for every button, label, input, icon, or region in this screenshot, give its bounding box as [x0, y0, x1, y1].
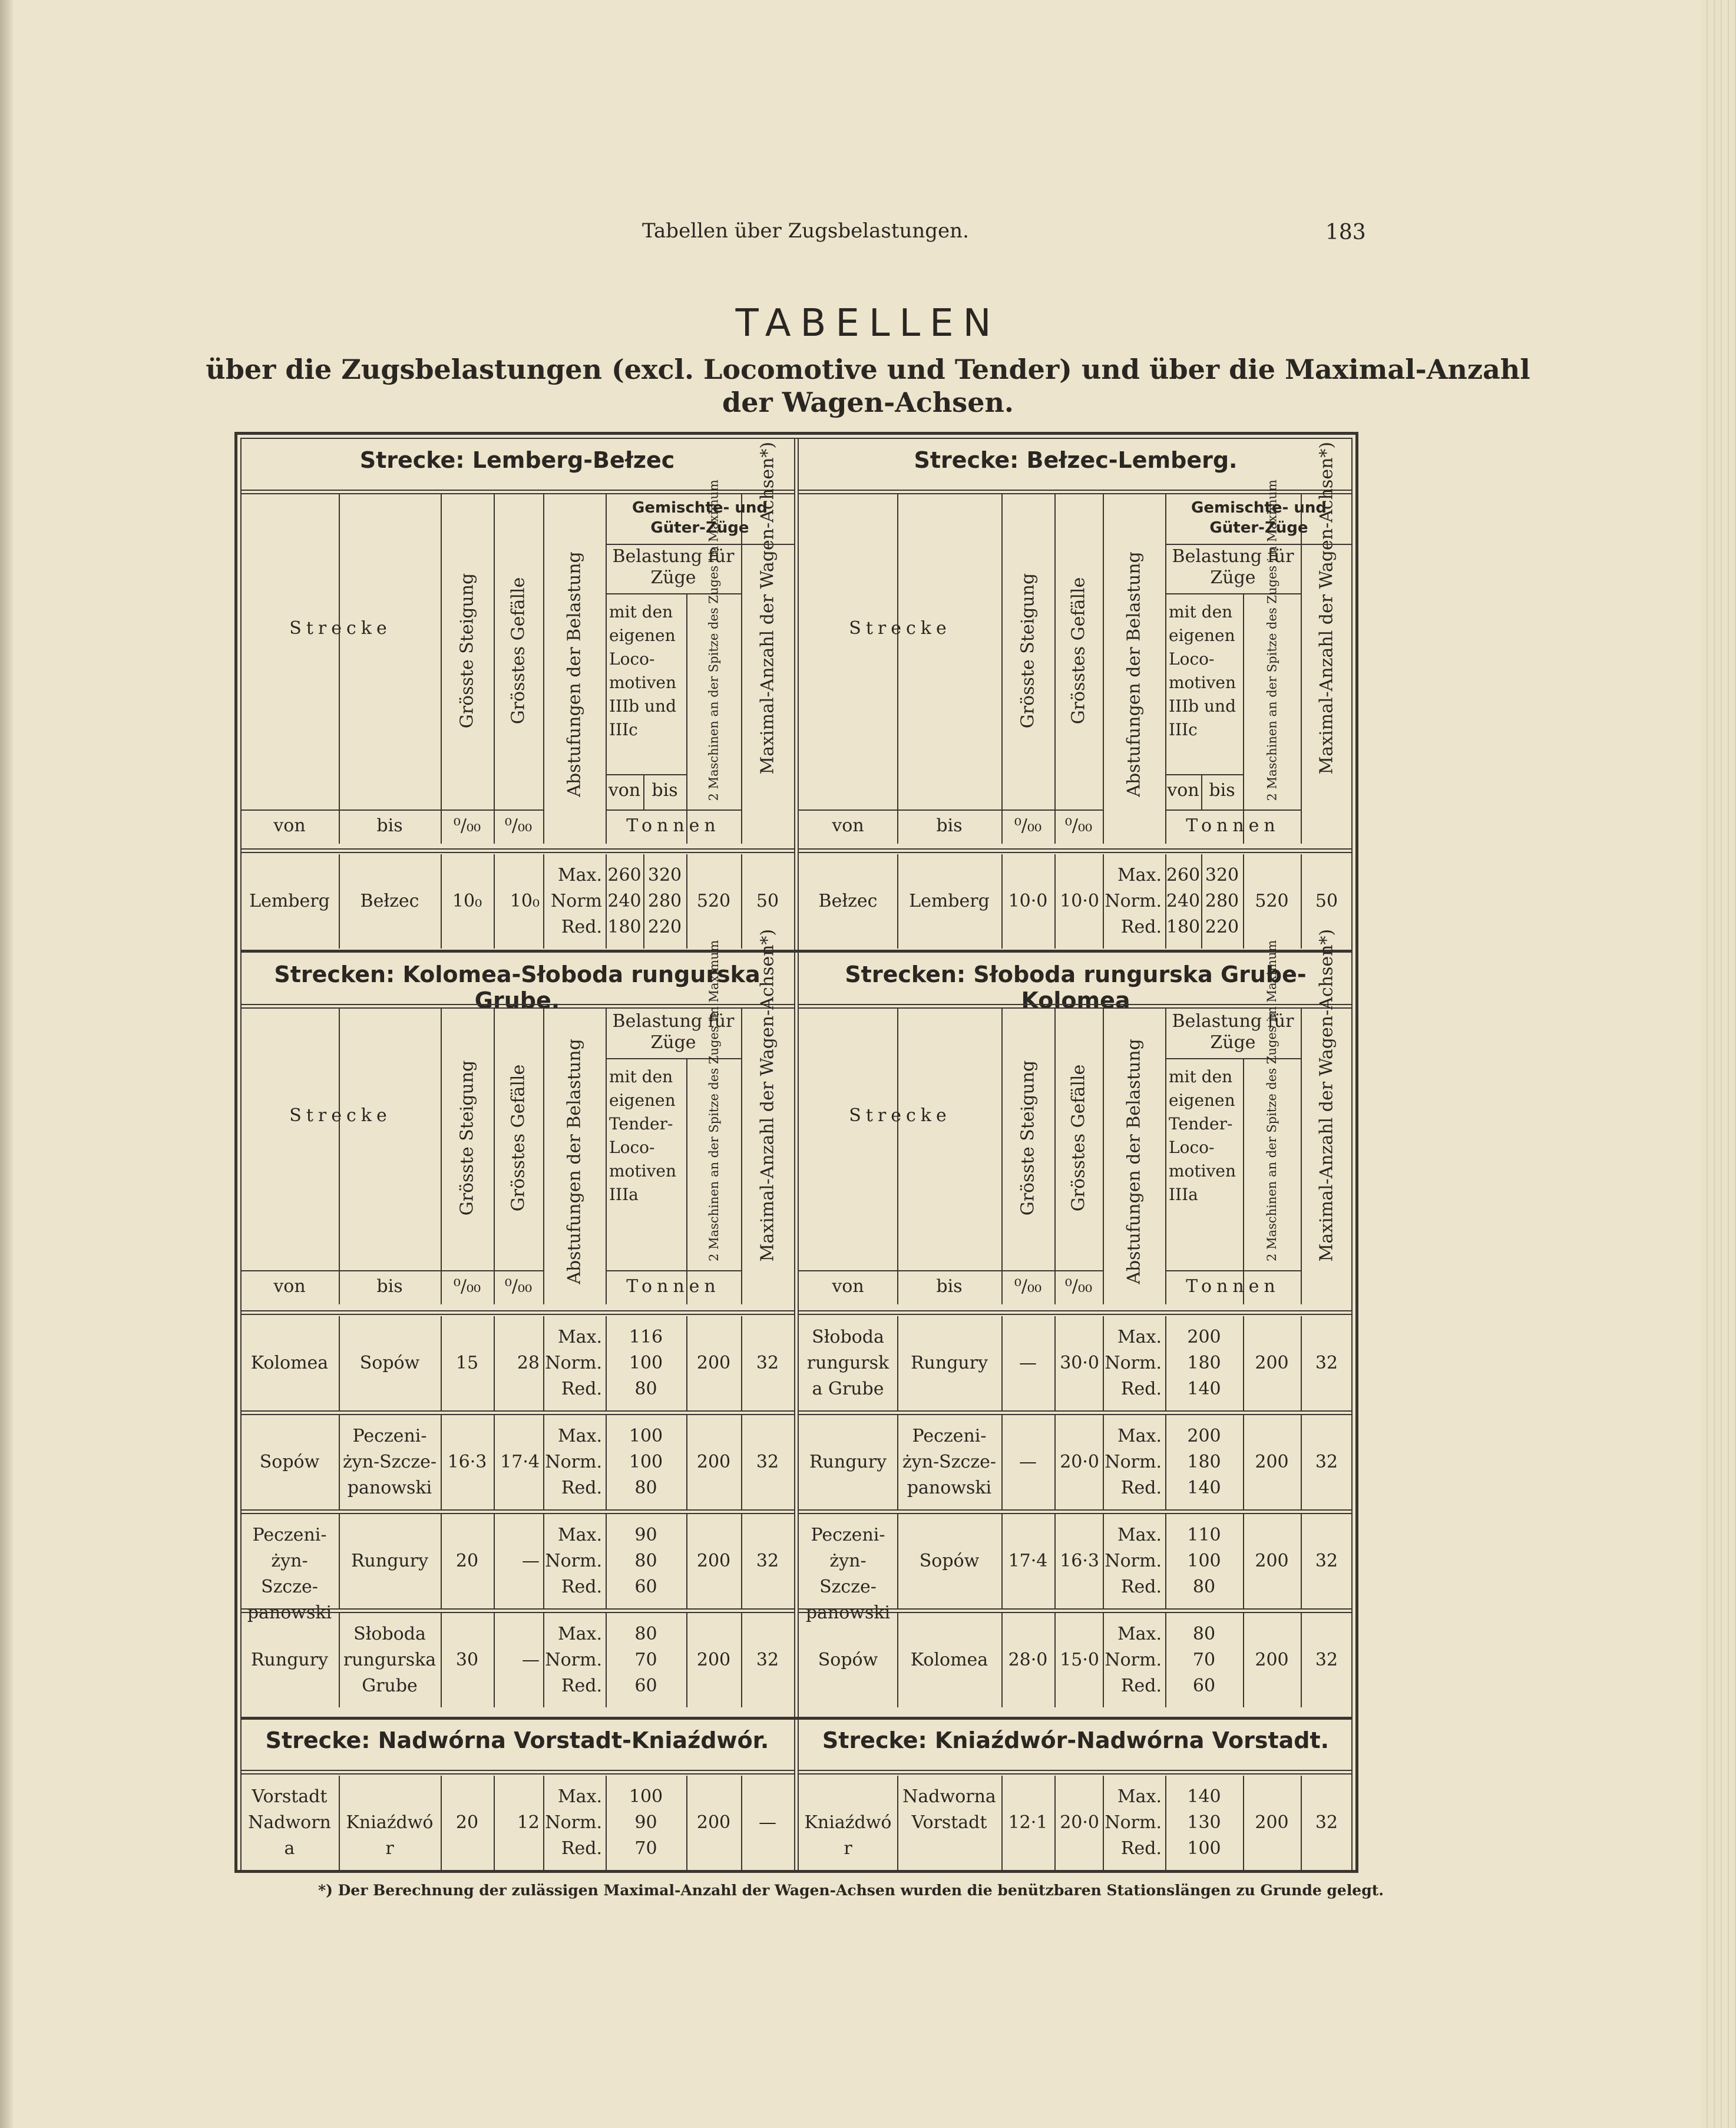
cell-gefaelle: 15·0 [1060, 1650, 1099, 1670]
header-groesste-steigung: Grösste Steigung [457, 1060, 478, 1216]
header-permille: ⁰/₀₀ [453, 1276, 481, 1297]
cell-grade-red: Red. [1120, 1676, 1162, 1696]
subtitle-line-1: über die Zugsbelastungen (excl. Locomotive und Tender) und über die Maximal-Anzahl [206, 353, 1530, 385]
cell-max: 200 [1187, 1327, 1221, 1347]
header-bis: bis [376, 1276, 403, 1297]
rule [1165, 809, 1301, 811]
header-mit-eigenen: mit den eigenen Tender-Loco-motiven IIIa [609, 1067, 677, 1204]
column-rule [494, 1009, 495, 1304]
rule [606, 774, 686, 775]
page-title: TABELLEN [735, 302, 1001, 345]
cell-bis-red: 220 [647, 917, 682, 937]
cell-gefaelle: 10₀ [510, 891, 540, 911]
cell-grade-red: Red. [561, 1379, 602, 1399]
cell-bis: Rungury [910, 1353, 988, 1373]
header-zwei-maschinen: 2 Maschinen an der Spitze des Zuges im Maximum [1265, 940, 1279, 1261]
cell-grade-red: Red. [561, 1478, 602, 1498]
rule [799, 1513, 1353, 1514]
cell-grade-norm: Norm. [1105, 1551, 1162, 1571]
cell-zwei-maschinen: 520 [1255, 891, 1289, 911]
header-von: von [273, 815, 306, 836]
cell-grade-norm: Norm. [545, 1452, 602, 1472]
cell-max: 110 [1187, 1525, 1221, 1545]
cell-grade-max: Max. [1117, 865, 1162, 885]
cell-steigung: 28·0 [1008, 1650, 1048, 1670]
cell-max: 80 [634, 1624, 657, 1644]
header-bis-sub: bis [1209, 780, 1235, 801]
cell-grade-max: Max. [557, 1426, 602, 1446]
cell-gefaelle: 17·4 [500, 1452, 540, 1472]
cell-max: 100 [629, 1786, 663, 1807]
rule [606, 544, 794, 545]
cell-norm: 180 [1187, 1353, 1221, 1373]
cell-grade-norm: Norm. [545, 1551, 602, 1571]
cell-bis-red: 220 [1205, 917, 1239, 937]
cell-bis-max: 320 [647, 865, 682, 885]
cell-von-max: 260 [1166, 865, 1201, 885]
cell-von-max: 260 [607, 865, 642, 885]
cell-von: Bełzec [818, 891, 878, 911]
cell-achsen: 50 [1315, 891, 1338, 911]
cell-steigung: 12·1 [1008, 1812, 1048, 1833]
header-groesste-steigung: Grösste Steigung [1017, 573, 1039, 728]
column-rule [897, 1009, 898, 1304]
running-head: Tabellen über Zugsbelastungen. [642, 219, 969, 243]
cell-gefaelle: 12 [517, 1812, 540, 1833]
column-rule [1103, 1009, 1104, 1304]
cell-norm: 80 [634, 1551, 657, 1571]
rule [240, 1612, 794, 1613]
cell-grade-max: Max. [557, 1525, 602, 1545]
cell-max: 140 [1187, 1786, 1221, 1807]
cell-grade-norm: Norm. [1105, 1650, 1162, 1670]
cell-grade-max: Max. [1117, 1624, 1162, 1644]
cell-bis: Kniaźdwór [346, 1812, 434, 1859]
cell-grade-red: Red. [561, 1577, 602, 1597]
header-strecke: Strecke [849, 1105, 951, 1126]
header-permille: ⁰/₀₀ [1014, 815, 1042, 836]
cell-max: 100 [629, 1426, 663, 1446]
rule [240, 848, 794, 850]
column-rule [1103, 494, 1104, 844]
cell-bis: Rungury [350, 1551, 429, 1571]
cell-red: 140 [1187, 1379, 1221, 1399]
rule [799, 809, 1103, 811]
cell-von-norm: 240 [1166, 891, 1201, 911]
cell-von: Rungury [809, 1452, 887, 1472]
cell-grade-max: Max. [557, 1327, 602, 1347]
header-abstufungen: Abstufungen der Belastung [1123, 1039, 1145, 1284]
header-maximal-anzahl: Maximal-Anzahl der Wagen-Achsen*) [757, 928, 778, 1262]
cell-achsen: 32 [1315, 1353, 1338, 1373]
column-rule [543, 494, 544, 844]
cell-red: 80 [634, 1379, 657, 1399]
cell-achsen: 32 [1315, 1812, 1338, 1833]
footnote: *) Der Berechnung der zulässigen Maximal-Anzahl der Wagen-Achsen wurden die benützbaren Stationslängen zu Grunde gelegt. [318, 1882, 1384, 1899]
cell-grade-red: Red. [1120, 1478, 1162, 1498]
column-rule [1001, 494, 1003, 844]
rule [799, 1414, 1353, 1415]
header-groesstes-gefaelle: Grösstes Gefälle [508, 1064, 529, 1212]
cell-bis: Peczeni-żyn-Szcze-panowski [902, 1426, 997, 1498]
column-rule [441, 494, 442, 844]
header-strecke: Strecke [289, 1105, 392, 1126]
rule [799, 1314, 1353, 1315]
cell-steigung: 17·4 [1008, 1551, 1048, 1571]
header-tonnen: Tonnen [626, 1276, 720, 1297]
section-title: Strecken: Kolomea-Słoboda rungurska Grube. [274, 961, 760, 1013]
column-rule [441, 1009, 442, 1304]
cell-gefaelle: 20·0 [1060, 1452, 1099, 1472]
header-mit-eigenen: mit den eigenen Tender-Loco-motiven IIIa [1169, 1067, 1236, 1204]
cell-red: 60 [1192, 1676, 1216, 1696]
column-rule [494, 494, 495, 844]
cell-von: Kniaźdwór [804, 1812, 892, 1859]
cell-grade-norm: Norm. [1105, 1353, 1162, 1373]
cell-steigung: 10₀ [452, 891, 482, 911]
cell-max: 80 [1192, 1624, 1216, 1644]
column-rule [741, 494, 742, 844]
cell-bis: Sopów [919, 1551, 980, 1571]
cell-achsen: 32 [1315, 1452, 1338, 1472]
cell-zwei-maschinen: 200 [696, 1551, 731, 1571]
cell-grade-max: Max. [1117, 1786, 1162, 1807]
header-mit-eigenen: mit den eigenen Loco-motiven IIIb und IIIc [1169, 602, 1236, 739]
rule [240, 1410, 794, 1412]
rule [799, 852, 1353, 853]
header-von-sub: von [608, 780, 641, 801]
header-abstufungen: Abstufungen der Belastung [564, 551, 585, 797]
cell-zwei-maschinen: 200 [1255, 1812, 1289, 1833]
cell-steigung: 30 [455, 1650, 479, 1670]
rule [240, 852, 794, 853]
header-permille: ⁰/₀₀ [504, 1276, 533, 1297]
rule [799, 1270, 1103, 1271]
header-zwei-maschinen: 2 Maschinen an der Spitze des Zuges im Maximum [706, 479, 721, 801]
cell-max: 90 [634, 1525, 657, 1545]
cell-von: Lemberg [249, 891, 330, 911]
column-rule [1243, 593, 1244, 844]
cell-von: Peczeni-żyn-Szcze-panowski [805, 1525, 891, 1623]
rule [1165, 593, 1301, 594]
header-gemischte: Gemischte- und Güter-Züge [632, 499, 768, 537]
cell-achsen: 32 [1315, 1650, 1338, 1670]
rule [240, 1608, 794, 1610]
cell-steigung: 20 [455, 1551, 479, 1571]
column-rule [1243, 1058, 1244, 1304]
cell-grade-norm: Norm [550, 891, 602, 911]
header-tonnen: Tonnen [626, 815, 720, 836]
rule [799, 1509, 1353, 1511]
cell-norm: 90 [634, 1812, 657, 1833]
cell-grade-red: Red. [1120, 1379, 1162, 1399]
header-von: von [832, 1276, 864, 1297]
rule [240, 1513, 794, 1514]
cell-grade-red: Red. [561, 917, 602, 937]
header-bis: bis [376, 815, 403, 836]
cell-gefaelle: — [522, 1650, 540, 1670]
cell-norm: 70 [634, 1650, 657, 1670]
cell-red: 100 [1187, 1838, 1221, 1859]
header-bis: bis [936, 815, 963, 836]
cell-grade-max: Max. [557, 865, 602, 885]
cell-gefaelle: 10·0 [1060, 891, 1099, 911]
cell-bis-max: 320 [1205, 865, 1239, 885]
section-title: Strecke: Bełzec-Lemberg. [914, 447, 1238, 473]
column-rule [686, 593, 687, 844]
cell-red: 80 [634, 1478, 657, 1498]
cell-von: Vorstadt Nadworna [248, 1786, 331, 1859]
rule [240, 809, 543, 811]
column-rule [339, 494, 340, 844]
header-von-sub: von [1167, 780, 1199, 801]
header-groesste-steigung: Grösste Steigung [457, 573, 478, 728]
cell-von-red: 180 [1166, 917, 1201, 937]
cell-von: Słoboda rungurska Grube [806, 1327, 890, 1399]
rule [799, 1612, 1353, 1613]
column-rule [1054, 494, 1056, 844]
cell-grade-norm: Norm. [1105, 1812, 1162, 1833]
header-bis: bis [936, 1276, 963, 1297]
rule [799, 1770, 1353, 1771]
header-von: von [832, 815, 864, 836]
header-belastung: Belastung für Züge [612, 1011, 735, 1053]
header-gemischte: Gemischte- und Güter-Züge [1191, 499, 1327, 537]
header-maximal-anzahl: Maximal-Anzahl der Wagen-Achsen*) [757, 441, 778, 774]
cell-steigung: — [1019, 1452, 1037, 1472]
cell-steigung: — [1019, 1353, 1037, 1373]
cell-norm: 70 [1192, 1650, 1216, 1670]
cell-achsen: 32 [756, 1353, 779, 1373]
header-permille: ⁰/₀₀ [1064, 1276, 1093, 1297]
subtitle-line-2: der Wagen-Achsen. [722, 386, 1014, 418]
cell-zwei-maschinen: 200 [1255, 1650, 1289, 1670]
cell-grade-max: Max. [557, 1624, 602, 1644]
cell-bis: Nadworna Vorstadt [902, 1786, 996, 1833]
cell-red: 140 [1187, 1478, 1221, 1498]
cell-zwei-maschinen: 200 [696, 1812, 731, 1833]
cell-max: 116 [629, 1327, 663, 1347]
cell-norm: 130 [1187, 1812, 1221, 1833]
cell-achsen: 32 [1315, 1551, 1338, 1571]
cell-grade-max: Max. [1117, 1327, 1162, 1347]
cell-grade-red: Red. [1120, 1838, 1162, 1859]
rule [240, 1310, 794, 1311]
cell-grade-max: Max. [1117, 1426, 1162, 1446]
cell-grade-max: Max. [1117, 1525, 1162, 1545]
cell-gefaelle: 16·3 [1060, 1551, 1099, 1571]
cell-grade-red: Red. [1120, 917, 1162, 937]
header-strecke: Strecke [849, 617, 951, 639]
cell-gefaelle: 28 [517, 1353, 540, 1373]
cell-grade-red: Red. [561, 1838, 602, 1859]
cell-norm: 100 [629, 1452, 663, 1472]
section-title: Strecke: Nadwórna Vorstadt-Kniaźdwór. [265, 1727, 769, 1753]
cell-achsen: 32 [756, 1650, 779, 1670]
cell-bis: Lemberg [909, 891, 990, 911]
header-groesstes-gefaelle: Grösstes Gefälle [1068, 577, 1089, 724]
cell-achsen: 32 [756, 1551, 779, 1571]
rule [606, 809, 741, 811]
rule-section-break [240, 1717, 1353, 1720]
column-rule [1001, 1009, 1003, 1304]
cell-grade-norm: Norm. [1105, 891, 1162, 911]
header-von: von [273, 1276, 306, 1297]
column-rule [1054, 1009, 1056, 1304]
cell-grade-max: Max. [557, 1786, 602, 1807]
rule-section-break [240, 950, 1353, 953]
cell-gefaelle: — [522, 1551, 540, 1571]
cell-red: 60 [634, 1676, 657, 1696]
cell-bis: Sopów [359, 1353, 420, 1373]
header-bis-sub: bis [652, 780, 678, 801]
cell-achsen: 32 [756, 1452, 779, 1472]
cell-steigung: 15 [455, 1353, 479, 1373]
cell-zwei-maschinen: 200 [1255, 1551, 1289, 1571]
header-groesstes-gefaelle: Grösstes Gefälle [1068, 1064, 1089, 1212]
cell-bis-norm: 280 [647, 891, 682, 911]
header-belastung: Belastung für Züge [1172, 1011, 1294, 1053]
cell-grade-norm: Norm. [545, 1812, 602, 1833]
rule [799, 1310, 1353, 1311]
cell-zwei-maschinen: 200 [696, 1650, 731, 1670]
cell-red: 80 [1192, 1577, 1216, 1597]
column-rule [339, 1009, 340, 1304]
cell-zwei-maschinen: 520 [696, 891, 731, 911]
rule [240, 1314, 794, 1315]
header-zwei-maschinen: 2 Maschinen an der Spitze des Zuges im Maximum [706, 940, 721, 1261]
cell-von: Sopów [818, 1650, 878, 1670]
rule [799, 1773, 1353, 1775]
column-rule [543, 1009, 544, 1304]
table-column-divider [794, 438, 799, 1873]
rule [606, 1270, 741, 1271]
cell-norm: 100 [629, 1353, 663, 1373]
cell-von: Peczeni-żyn-Szcze-panowski [247, 1525, 332, 1623]
rule [240, 1509, 794, 1511]
cell-von: Kolomea [250, 1353, 329, 1373]
cell-steigung: 20 [455, 1812, 479, 1833]
header-permille: ⁰/₀₀ [453, 815, 481, 836]
section-title: Strecken: Słoboda rungurska Grube-Kolomea [845, 961, 1307, 1013]
header-groesste-steigung: Grösste Steigung [1017, 1060, 1039, 1216]
header-permille: ⁰/₀₀ [504, 815, 533, 836]
cell-max: 200 [1187, 1426, 1221, 1446]
header-tonnen: Tonnen [1186, 815, 1280, 836]
rule [240, 1270, 543, 1271]
header-zwei-maschinen: 2 Maschinen an der Spitze des Zuges im Maximum [1265, 479, 1279, 801]
cell-gefaelle: 30·0 [1060, 1353, 1099, 1373]
cell-von: Rungury [250, 1650, 329, 1670]
page-number: 183 [1325, 220, 1366, 244]
cell-bis: Peczeni-żyn-Szcze-panowski [342, 1426, 437, 1498]
rule [240, 1414, 794, 1415]
column-rule [686, 1058, 687, 1304]
cell-zwei-maschinen: 200 [1255, 1452, 1289, 1472]
rule [1165, 1270, 1301, 1271]
column-rule [1301, 494, 1302, 844]
rule [240, 1773, 794, 1775]
cell-bis: Kolomea [910, 1650, 988, 1670]
cell-achsen: — [759, 1812, 776, 1833]
cell-grade-norm: Norm. [545, 1650, 602, 1670]
header-permille: ⁰/₀₀ [1014, 1276, 1042, 1297]
cell-red: 70 [634, 1838, 657, 1859]
cell-grade-norm: Norm. [1105, 1452, 1162, 1472]
column-rule [1301, 1009, 1302, 1304]
cell-gefaelle: 20·0 [1060, 1812, 1099, 1833]
cell-achsen: 50 [756, 891, 779, 911]
cell-grade-norm: Norm. [545, 1353, 602, 1373]
cell-bis: Bełzec [360, 891, 419, 911]
rule [799, 848, 1353, 850]
cell-steigung: 10·0 [1008, 891, 1048, 911]
rule [1165, 1058, 1301, 1059]
cell-zwei-maschinen: 200 [696, 1353, 731, 1373]
rule [240, 1770, 794, 1771]
header-maximal-anzahl: Maximal-Anzahl der Wagen-Achsen*) [1316, 928, 1337, 1262]
header-strecke: Strecke [289, 617, 392, 639]
header-abstufungen: Abstufungen der Belastung [564, 1039, 585, 1284]
cell-bis: Słoboda rungurska Grube [343, 1624, 437, 1696]
cell-steigung: 16·3 [447, 1452, 487, 1472]
header-mit-eigenen: mit den eigenen Loco-motiven IIIb und IIIc [609, 602, 677, 739]
cell-zwei-maschinen: 200 [1255, 1353, 1289, 1373]
cell-zwei-maschinen: 200 [696, 1452, 731, 1472]
cell-red: 60 [634, 1577, 657, 1597]
cell-von-red: 180 [607, 917, 642, 937]
cell-von-norm: 240 [607, 891, 642, 911]
column-rule [897, 494, 898, 844]
header-maximal-anzahl: Maximal-Anzahl der Wagen-Achsen*) [1316, 441, 1337, 774]
section-title: Strecke: Lemberg-Bełzec [359, 447, 675, 473]
section-title: Strecke: Kniaźdwór-Nadwórna Vorstadt. [822, 1727, 1330, 1753]
cell-norm: 100 [1187, 1551, 1221, 1571]
header-permille: ⁰/₀₀ [1064, 815, 1093, 836]
rule [1165, 774, 1243, 775]
column-rule [741, 1009, 742, 1304]
header-belastung: Belastung für Züge [1172, 546, 1294, 588]
header-tonnen: Tonnen [1186, 1276, 1280, 1297]
cell-grade-red: Red. [561, 1676, 602, 1696]
cell-grade-red: Red. [1120, 1577, 1162, 1597]
rule [799, 1410, 1353, 1412]
cell-norm: 180 [1187, 1452, 1221, 1472]
header-groesstes-gefaelle: Grösstes Gefälle [508, 577, 529, 724]
cell-bis-norm: 280 [1205, 891, 1239, 911]
rule [799, 1608, 1353, 1610]
header-abstufungen: Abstufungen der Belastung [1123, 551, 1145, 797]
rule [1165, 544, 1353, 545]
cell-von: Sopów [259, 1452, 320, 1472]
header-belastung: Belastung für Züge [612, 546, 735, 588]
